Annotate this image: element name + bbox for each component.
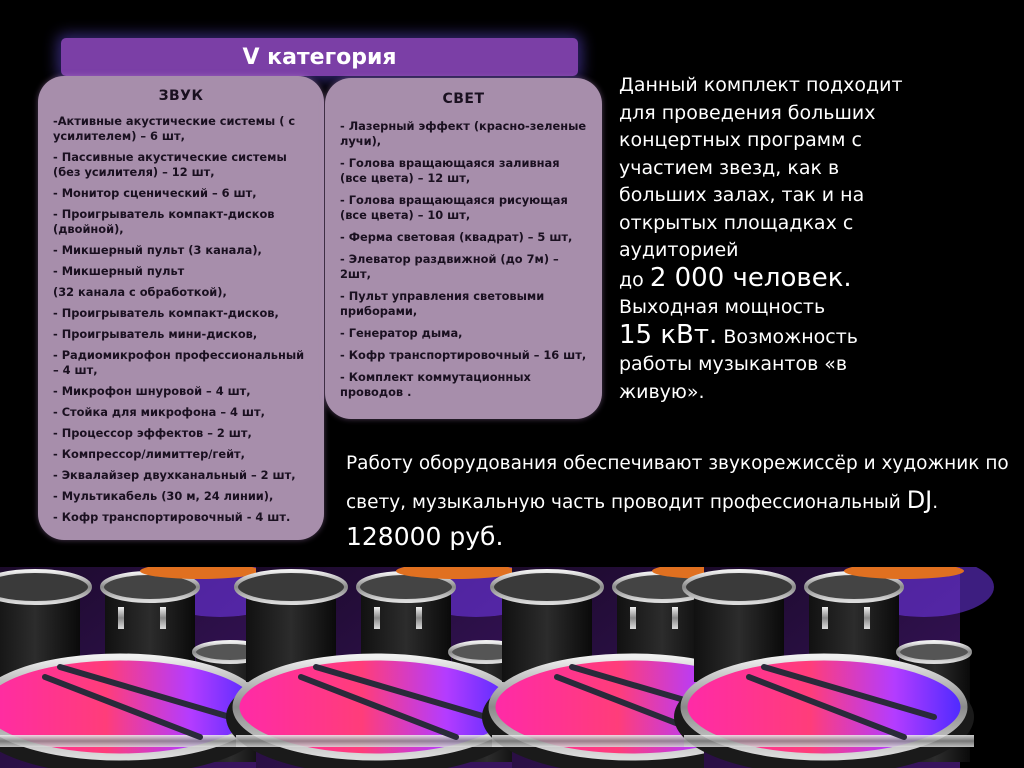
sound-heading: ЗВУК [158,88,204,104]
list-item: - Элеватор раздвижной (до 7м) – 2шт, [340,252,559,281]
page-title: V категория [61,38,578,76]
list-item: - Микрофон шнуровой – 4 шт, [53,384,251,398]
description-intro: Данный комплект подходит для проведения больших концертных программ с участием звезд, как в больших залах, так и на открытых площадках с аудиторией [619,74,903,261]
light-heading: СВЕТ [442,91,485,107]
list-item: - Эквалайзер двухканальный – 2 шт, [53,468,296,482]
list-item: - Комплект коммутационных проводов . [340,370,531,399]
list-item: - Стойка для микрофона – 4 шт, [53,405,265,419]
power-value: 15 кВт. [619,319,718,350]
audience-value: 2 000 человек. [649,262,852,293]
dj-label: DJ [906,486,933,514]
live-text: Возможность работы музыкантов «в живую». [619,325,858,403]
list-item: - Голова вращающаяся заливная (все цвета) – 12 шт, [340,156,560,185]
list-item: - Ферма световая (квадрат) – 5 шт, [340,230,573,244]
list-item: - Пассивные акустические системы (без усилителя) – 12 шт, [53,150,287,179]
list-item: -Активные акустические системы ( с усилителем) – 6 шт, [53,114,296,143]
list-item: - Мультикабель (30 м, 24 линии), [53,489,274,503]
list-item: - Лазерный эффект (красно-зеленые лучи), [340,119,587,148]
list-item: - Генератор дыма, [340,326,463,340]
staff-note [346,446,1014,521]
staff-note-period: . [932,492,939,513]
list-item: - Проигрыватель компакт-дисков (двойной), [53,207,275,236]
list-item: - Проигрыватель мини-дисков, [53,327,258,341]
staff-note-text: Работу оборудования обеспечивают звукорежиссёр и художник по свету, музыкальную часть проводит профессиональный [346,453,1009,513]
list-item: - Монитор сценический – 6 шт, [53,186,257,200]
list-item: - Голова вращающаяся рисующая (все цвета) – 10 шт, [340,193,568,222]
light-panel [325,78,602,419]
drums-image [0,567,1024,768]
light-list [325,107,602,400]
list-item: - Радиомикрофон профессиональный – 4 шт, [53,348,305,377]
audience-prefix: до [619,268,644,291]
price: 128000 руб. [346,522,504,551]
sound-list [38,104,324,525]
list-item: - Микшерный пульт (3 канала), [53,243,262,257]
package-description [619,72,909,406]
list-item: - Процессор эффектов – 2 шт, [53,426,252,440]
list-item: (32 канала с обработкой), [53,285,227,299]
list-item: - Микшерный пульт [53,264,185,278]
list-item: - Компрессор/лимиттер/гейт, [53,447,245,461]
drums-image-strip [0,567,1024,768]
list-item: - Кофр транспортировочный - 4 шт. [53,510,291,524]
list-item: - Пульт управления световыми приборами, [340,289,545,318]
sound-panel [38,76,324,540]
list-item: - Кофр транспортировочный – 16 шт, [340,348,587,362]
list-item: - Проигрыватель компакт-дисков, [53,306,279,320]
power-label: Выходная мощность [619,296,826,318]
